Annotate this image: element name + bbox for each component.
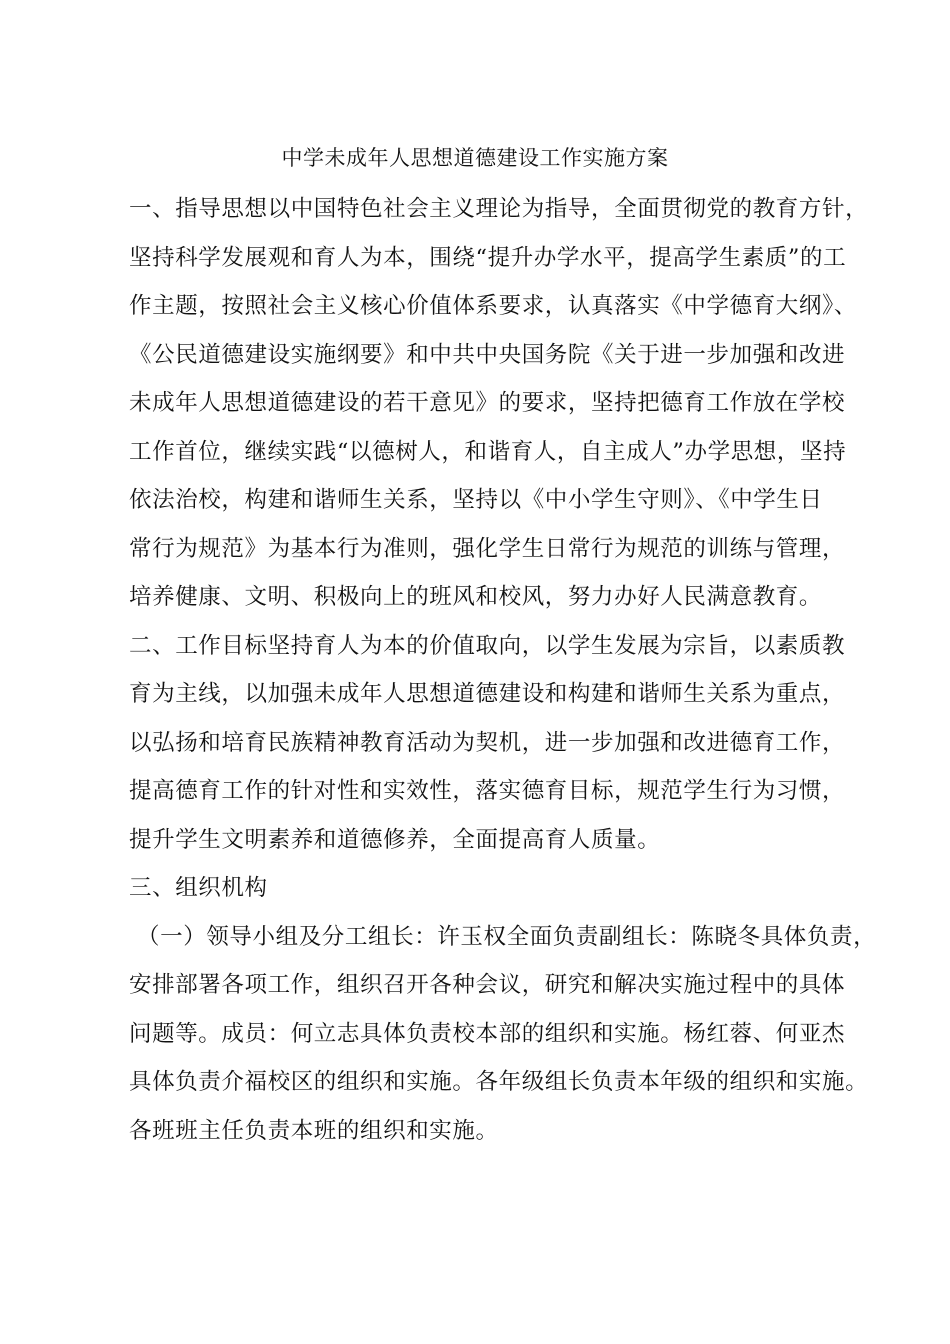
body-line: 作主题，按照社会主义核心价值体系要求，认真落实《中学德育大纲》、: [129, 293, 857, 319]
body-line: 提升学生文明素养和道德修养，全面提高育人质量。: [129, 826, 661, 853]
body-line: 坚持科学发展观和育人为本，围绕“提升办学水平，提高学生素质”的工: [129, 244, 847, 271]
body-line: 工作首位，继续实践“以德树人，和谐育人，自主成人”办学思想，坚持: [129, 438, 847, 465]
body-line: 二、工作目标坚持育人为本的价值取向，以学生发展为宗旨，以素质教: [129, 632, 846, 659]
document-title: 中学未成年人思想道德建设工作实施方案: [281, 146, 669, 170]
body-line: 问题等。成员：何立志具体负责校本部的组织和实施。杨红蓉、何亚杰: [129, 1020, 846, 1047]
body-line: 具体负责介福校区的组织和实施。各年级组长负责本年级的组织和实施。: [129, 1069, 869, 1095]
body-line: 未成年人思想道德建设的若干意见》的要求，坚持把德育工作放在学校: [129, 390, 846, 416]
body-line: 依法治校，构建和谐师生关系，坚持以《中小学生守则》、《中学生日: [129, 487, 823, 513]
body-line: 育为主线，以加强未成年人思想道德建设和构建和谐师生关系为重点，: [129, 681, 846, 707]
body-line: （一）领导小组及分工组长：许玉权全面负责副组长：陈晓冬具体负责，: [137, 923, 877, 950]
body-line: 培养健康、文明、积极向上的班风和校风，努力办好人民满意教育。: [129, 584, 823, 610]
body-line: 常行为规范》为基本行为准则，强化学生日常行为规范的训练与管理，: [129, 535, 846, 562]
body-line: 《公民道德建设实施纲要》和中共中央国务院《关于进一步加强和改进: [129, 341, 846, 368]
section-heading: 三、组织机构: [129, 875, 268, 901]
document-body: [129, 185, 877, 1155]
body-line: 提高德育工作的针对性和实效性，落实德育目标，规范学生行为习惯，: [129, 778, 846, 804]
body-line: 以弘扬和培育民族精神教育活动为契机，进一步加强和改进德育工作，: [129, 729, 846, 756]
body-line: 一、指导思想以中国特色社会主义理论为指导，全面贯彻党的教育方针，: [129, 196, 869, 222]
body-line: 安排部署各项工作，组织召开各种会议，研究和解决实施过程中的具体: [129, 972, 846, 998]
body-line: 各班班主任负责本班的组织和实施。: [129, 1117, 499, 1144]
